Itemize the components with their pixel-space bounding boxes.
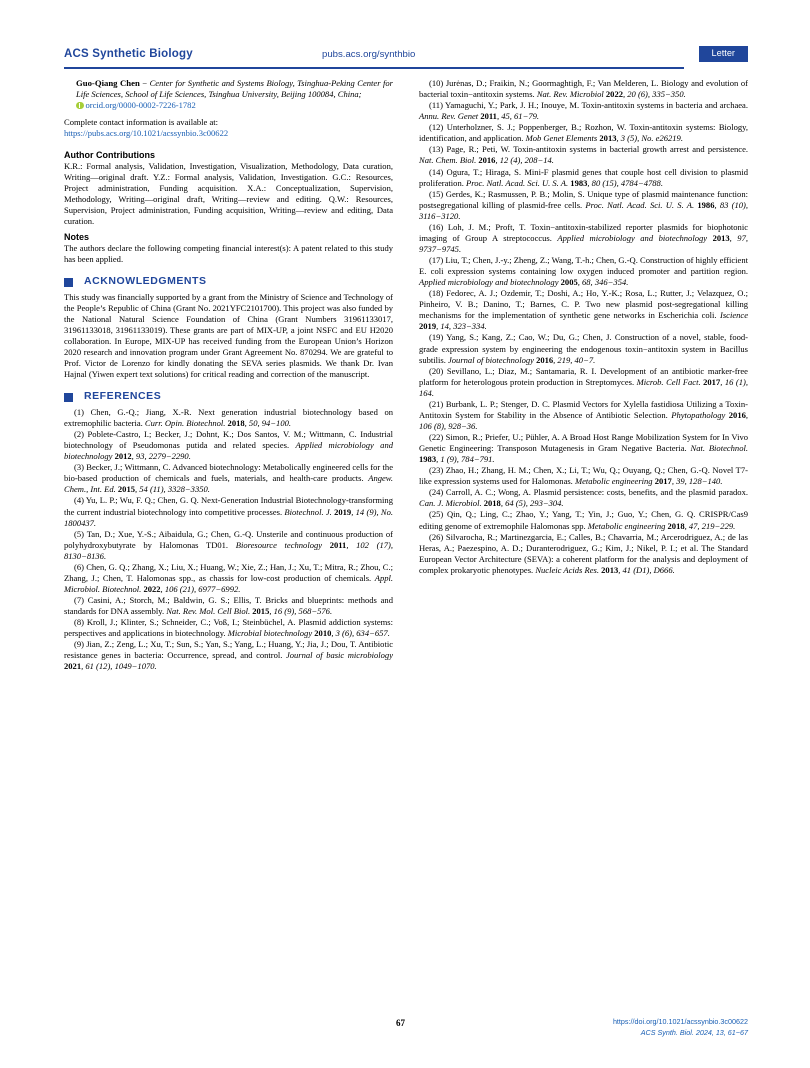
reference-title: Antibiotic resistance genes in bacteria: Occurrence, spread, and control. [64, 639, 393, 661]
reference-authors: Jurėnas, D.; Fraikin, N.; Goormaghtigh, F.; Van Melderen, L. [445, 78, 661, 88]
reference-volume-pages: , 97, 9737−9745. [419, 232, 748, 254]
reference-entry [419, 288, 748, 332]
reference-journal: Phytopathology [671, 409, 729, 420]
reference-entry [419, 399, 748, 432]
reference-year: 2013 [601, 564, 619, 575]
reference-year: 2018 [483, 498, 501, 509]
reference-journal: Applied microbiology and biotechnology [557, 232, 713, 243]
reference-year: 2018 [227, 418, 245, 429]
reference-journal: Iscience [720, 310, 748, 321]
reference-volume-pages: , 80 (15), 4784−4788. [587, 177, 663, 188]
reference-authors: Casini, A.; Storch, M.; Baldwin, G. S.; Ellis, T. [87, 595, 266, 606]
reference-entry [64, 595, 393, 617]
reference-volume-pages: , 14, 323−334. [436, 321, 487, 332]
reference-title: Toxin-antitoxin systems: Biology, identification, and application. [419, 122, 748, 144]
reference-journal: Nat. Chem. Biol. [419, 155, 479, 166]
reference-number: (1) [74, 406, 91, 417]
reference-title: Toxin−antitoxin-stabilized reporter plasmids for biophotonic imaging of Group A streptococcus. [419, 221, 748, 243]
reference-number: (16) [429, 221, 448, 232]
acknowledgments-heading [64, 275, 393, 289]
reference-year: 2012 [114, 451, 132, 462]
reference-title: The Standard European Vector Architecture (SEVA): a coherent platform for the analysis and deployment of complex prokaryotic phenotypes. [419, 542, 749, 575]
reference-entry [64, 407, 393, 429]
reference-title: Development of an antibiotic marker-free platform for heterologous protein production in Streptomyces. [419, 365, 748, 387]
reference-number: (7) [74, 595, 88, 606]
page-footer [64, 1018, 748, 1048]
reference-volume-pages: , 219, 40−7. [553, 354, 596, 365]
notes-text: The authors declare the following competing financial interest(s): A patent related to this study has been applied. [64, 243, 393, 265]
reference-title: Novel T7-like expression systems used for Halomonas. [419, 465, 748, 487]
reference-entry [419, 487, 748, 509]
doi-link[interactable]: https://doi.org/10.1021/acssynbio.3c00622 [612, 1017, 748, 1026]
reference-journal: Proc. Natl. Acad. Sci. U. S. A. [585, 199, 698, 210]
reference-journal: Nucleic Acids Res. [535, 564, 602, 575]
orcid-line[interactable] [64, 100, 393, 111]
reference-year: 2016 [536, 354, 554, 365]
reference-number: (26) [429, 531, 446, 542]
reference-year: 2011 [480, 111, 497, 122]
reference-authors: Page, R.; Peti, W. [446, 144, 514, 155]
reference-authors: Sevillano, L.; Diaz, M.; Santamaria, R. I. [446, 365, 600, 376]
reference-journal: Annu. Rev. Genet [419, 111, 481, 122]
reference-year: 1983 [419, 454, 437, 465]
reference-year: 2017 [703, 376, 721, 387]
reference-number: (5) [74, 528, 87, 539]
reference-number: (13) [429, 144, 447, 155]
reference-volume-pages: , 12 (4), 208−14. [495, 155, 554, 166]
reference-number: (11) [429, 100, 446, 111]
reference-volume-pages: , 68, 346−354. [577, 277, 629, 288]
orcid-icon [76, 102, 84, 110]
reference-year: 2016 [478, 155, 496, 166]
reference-journal: Proc. Natl. Acad. Sci. U. S. A. [466, 177, 571, 188]
reference-number: (4) [74, 495, 86, 506]
reference-year: 2005 [560, 277, 578, 288]
reference-entry [419, 100, 748, 122]
reference-authors: Liu, T.; Chen, J.-y.; Zheng, Z.; Wang, T.-h.; Chen, G.-Q. [445, 255, 641, 265]
reference-year: 2015 [117, 484, 135, 495]
acknowledgments-text: This study was financially supported by a grant from the Ministry of Science and Technology of the People’s Republic of China (Grant No. 2021YFC2101700). This project was also funded by the National Natural Science Foundation of China (Grant Numbers 31961133017, 31961133018, 31961133019). These grants are part of MIX-UP, a joint NSFC and EU H2020 collaboration. In Europe, MIX-UP has received funding from the European Union’s Horizon 2020 research and innovation program under Grant Agreement No. 870294. We are grateful to Prof. Victor de Lorenzo for kindly donating the SEVA series plasmids. We thank Dr. Ivan Hajnal (Yiwen expert text solutions) for critical reading and correction of the manuscript. [64, 291, 393, 380]
section-marker-icon [64, 278, 73, 287]
reference-journal: Bioresource technology [235, 539, 330, 550]
reference-year: 2018 [667, 520, 685, 531]
reference-entry [419, 332, 748, 365]
reference-year: 2016 [728, 409, 746, 420]
reference-journal: Appl. Microbiol. Biotechnol. [64, 572, 394, 594]
journal-url[interactable]: pubs.acs.org/synthbio [322, 49, 416, 60]
reference-entry [64, 639, 393, 672]
reference-volume-pages: , 20 (6), 335−350. [622, 89, 686, 100]
reference-title: Toxin-antitoxin systems in bacteria and archaea. [581, 100, 748, 111]
reference-authors: Becker, J.; Wittmann, C. [86, 462, 173, 473]
header-rule [64, 67, 684, 69]
reference-authors: Simon, R.; Priefer, U.; Pühler, A. [445, 432, 562, 442]
reference-year: 2022 [143, 583, 161, 594]
reference-number: (2) [74, 429, 88, 440]
reference-entry [419, 255, 748, 288]
reference-title: Construction of a novel, stable, food-grade expression system by engineering the endogenous toxin−antitoxin system in Bacillus subtilis. [419, 332, 748, 365]
reference-year: 1983 [570, 177, 588, 188]
reference-authors: Qin, Q.; Ling, C.; Zhao, Y.; Yang, T.; Yin, J.; Guo, Y.; Chen, G. Q. [446, 509, 700, 520]
reference-number: (14) [429, 166, 447, 177]
reference-entry [419, 167, 748, 189]
reference-number: (10) [429, 78, 446, 88]
reference-volume-pages: , 106 (8), 928−36. [419, 409, 748, 431]
reference-list-right [419, 78, 748, 576]
reference-number: (17) [429, 255, 446, 265]
reference-authors: Ogura, T.; Hiraga, S. [446, 166, 525, 177]
author-dash: − [139, 78, 150, 88]
reference-year: 1986 [697, 199, 715, 210]
page-number: 67 [396, 1018, 405, 1028]
reference-year: 2015 [252, 606, 270, 617]
reference-entry [419, 532, 748, 576]
reference-year: 2013 [599, 133, 617, 144]
reference-journal: Metabolic engineering [587, 520, 668, 531]
reference-volume-pages: , 50, 94−100. [244, 418, 292, 429]
reference-title: Construction of highly efficient E. coli expression systems containing low oxygen induced promoter and partition region. [419, 255, 748, 277]
reference-title: Two new plasmid post-segregational killing mechanisms for the implementation of synthetic gene networks in Escherichia coli. [419, 299, 748, 321]
reference-title: Halomonas spp., as chassis for low-cost production of chemicals. [136, 572, 375, 583]
reference-journal: Can. J. Microbiol. [419, 498, 484, 509]
reference-title: CRISPR/Cas9 editing genome of extremophile Halomonas spp. [419, 509, 748, 531]
author-contributions-heading: Author Contributions [64, 149, 155, 160]
author-affiliation: Center for Synthetic and Systems Biology, Tsinghua-Peking Center for Life Sciences, School of Life Sciences, Tsinghua University, Beijing 100084, China; [76, 78, 393, 100]
issue-citation: ACS Synth. Biol. 2024, 13, 61−67 [640, 1027, 748, 1037]
reference-entry [419, 144, 748, 166]
reference-year: 2021 [64, 661, 82, 672]
reference-authors: Silvarocha, R.; Martinezgarcia, E.; Calles, B.; Chavarria, M.; Arcerodriguez, A.; de las Heras, A.; Paezespino, A. D.; Duranterodriguez, G.; Kim, J.; Nikel, P. I.; et al. [419, 531, 748, 553]
reference-volume-pages: , 47, 219−229. [684, 520, 736, 531]
reference-authors: Poblete-Castro, I.; Becker, J.; Dohnt, K.; Dos Santos, V. M.; Wittmann, C. [87, 429, 361, 440]
author-contributions-text: K.R.: Formal analysis, Validation, Investigation, Visualization, Methodology, Data curation, Writing—original draft. Y.Z.: Formal analysis, Validation, Investigation. G.C.: Resources, Project administration, Funding acquisition. X.A.: Conceptualization, Supervision, Methodology, Writing—original draft, Writing—review and editing. Q.W.: Resources, Supervision, Project administration, Funding acquisition, Writing—review and editing, Data curation. [64, 161, 393, 227]
reference-number: (19) [429, 332, 447, 343]
reference-journal: Applied microbiology and biotechnology [64, 440, 393, 462]
reference-number: (24) [429, 487, 446, 498]
running-head [64, 48, 748, 70]
spacer [64, 140, 393, 146]
reference-volume-pages: , 41 (D1), D666. [618, 564, 675, 575]
reference-volume-pages: , 45, 61−79. [496, 111, 540, 122]
reference-title: A Broad Host Range Mobilization System for In Vivo Genetic Engineering: Transposon Mutagenesis in Gram Negative Bacteria. [419, 432, 748, 454]
reference-entry [419, 189, 748, 222]
reference-title: Next-Generation Industrial Biotechnology-transforming the current industrial biotechnology into competitive processes. [64, 495, 393, 517]
reference-number: (8) [74, 617, 87, 628]
reference-entry [64, 495, 393, 528]
reference-entry [64, 562, 393, 595]
reference-journal: Journal of biotechnology [447, 354, 537, 365]
complete-contact-label: Complete contact information is available at: [64, 117, 219, 128]
reference-title: Toxin-antitoxin systems in bacterial growth arrest and persistence. [513, 144, 748, 155]
reference-journal: Microb. Cell Fact. [636, 376, 704, 387]
reference-volume-pages: , 39, 128−140. [671, 476, 723, 487]
reference-authors: Yang, S.; Kang, Z.; Cao, W.; Du, G.; Chen, J. [446, 332, 615, 343]
reference-volume-pages: , 16 (1), 164. [419, 376, 749, 398]
reference-title: Industrial biotechnology of Pseudomonas putida and related species. [64, 429, 393, 451]
reference-title: Unsterile and continuous production of polyhydroxybutyrate by Halomonas TD01. [64, 528, 393, 550]
reference-title: Plasmid Vectors for Xylella fastidiosa Utilizing a Toxin-Antitoxin System for Stability in the Absence of Antibiotic Selection. [419, 398, 748, 420]
reference-title: Plasmid addiction systems: perspectives and applications in biotechnology. [64, 617, 393, 639]
reference-authors: Unterholzner, S. J.; Poppenberger, B.; Rozhon, W. [446, 122, 630, 133]
reference-year: 2010 [314, 628, 332, 639]
reference-volume-pages: , 102 (17), 8130−8136. [64, 539, 393, 561]
reference-entry [419, 465, 748, 487]
right-column [419, 78, 748, 576]
reference-number: (20) [429, 365, 447, 376]
complete-contact-link[interactable]: https://pubs.acs.org/10.1021/acssynbio.3c00622 [64, 128, 229, 139]
reference-journal: Metabolic engineering [574, 476, 655, 487]
reference-number: (21) [429, 398, 446, 409]
reference-authors: Kroll, J.; Klinter, S.; Schneider, C.; Voß, I.; Steinbüchel, A. [86, 617, 299, 628]
reference-year: 2019 [419, 321, 437, 332]
reference-entry [64, 529, 393, 562]
reference-title: Unique type of plasmid maintenance function: postsegregational killing of plasmid-free cells. [419, 188, 748, 210]
reference-title: Mini-F plasmid genes that couple host cell division to plasmid proliferation. [419, 166, 748, 188]
reference-volume-pages: , 3 (6), 634−657. [331, 628, 390, 639]
reference-authors: Jian, Z.; Zeng, L.; Xu, T.; Sun, S.; Yan, S.; Yang, L.; Huang, Y.; Jia, J.; Dou, T. [86, 639, 359, 650]
reference-journal: Nat. Rev. Microbiol [536, 89, 606, 100]
reference-entry [419, 222, 748, 255]
reference-authors: Yamaguchi, Y.; Park, J. H.; Inouye, M. [445, 100, 582, 111]
doi-block [613, 1017, 748, 1039]
reference-volume-pages: , 54 (11), 3328−3350. [134, 484, 210, 495]
reference-entry [419, 366, 748, 399]
reference-authors: Fedorec, A. J.; Ozdemir, T.; Doshi, A.; Ho, Y.-K.; Rosa, L.; Rutter, J.; Velazquez, O.; Pinheiro, V. B.; Danino, T.; Barnes, C. P. [419, 288, 748, 310]
reference-entry [419, 78, 748, 100]
reference-journal: Curr. Opin. Biotechnol. [144, 418, 228, 429]
reference-year: 2017 [654, 476, 672, 487]
reference-authors: Carroll, A. C.; Wong, A. [445, 487, 534, 498]
author-name: Guo-Qiang Chen [76, 78, 140, 88]
reference-authors: Loh, J. M.; Proft, T. [447, 221, 531, 232]
reference-volume-pages: , 93, 2279−2290. [131, 451, 191, 462]
reference-title: Advanced biotechnology: Metabolically engineered cells for the bio-based production of chemicals and fuels, materials, and health-care products. [64, 462, 393, 484]
reference-number: (23) [429, 465, 446, 476]
reference-year: 2019 [334, 506, 352, 517]
reference-journal: Applied microbiology and biotechnology [419, 277, 561, 288]
reference-volume-pages: , 64 (5), 293−304. [500, 498, 564, 509]
references-heading-label: REFERENCES [84, 390, 162, 403]
reference-journal: Journal of basic microbiology [285, 650, 393, 661]
reference-volume-pages: , 14 (9), No. 1800437. [64, 506, 393, 528]
reference-authors: Gerdes, K.; Rasmussen, P. B.; Molin, S. [445, 188, 588, 199]
reference-number: (25) [429, 509, 447, 520]
reference-journal: Biotechnol. J. [284, 506, 335, 517]
reference-number: (22) [429, 432, 446, 442]
reference-authors: Chen, G. Q.; Zhang, X.; Liu, X.; Huang, W.; Xie, Z.; Han, J.; Xu, T.; Mitra, R.; Zhou, C.; Zhang, J.; Chen, T. [64, 561, 393, 583]
reference-title: Biology and evolution of bacterial toxin−antitoxin systems. [419, 78, 748, 100]
reference-number: (6) [74, 561, 87, 572]
reference-number: (18) [429, 288, 447, 299]
reference-journal: Nat. Biotechnol. [690, 443, 748, 454]
article-type-badge: Letter [699, 46, 749, 62]
reference-number: (9) [74, 639, 87, 650]
reference-year: 2011 [329, 539, 347, 550]
reference-entry [419, 122, 748, 144]
reference-volume-pages: , 16 (9), 568−576. [269, 606, 333, 617]
reference-entry [64, 429, 393, 462]
reference-authors: Chen, G.-Q.; Jiang, X.-R. [90, 406, 199, 417]
reference-journal: Microbial biotechnology [227, 628, 315, 639]
reference-authors: Tan, D.; Xue, Y.-S.; Aibaidula, G.; Chen, G.-Q. [86, 528, 257, 539]
corresponding-author [64, 78, 393, 100]
reference-title: Bricks and blueprints: methods and standards for DNA assembly. [64, 595, 393, 617]
reference-volume-pages: , 83 (10), 3116−3120. [419, 199, 748, 221]
reference-authors: Burbank, L. P.; Stenger, D. C. [445, 398, 553, 409]
reference-year: 2013 [712, 232, 730, 243]
reference-authors: Zhao, H.; Zhang, H. M.; Chen, X.; Li, T.; Wu, Q.; Ouyang, Q.; Chen, G.-Q. [445, 465, 713, 476]
reference-entry [64, 617, 393, 639]
orcid-link[interactable]: orcid.org/0000-0002-7226-1782 [85, 100, 196, 111]
reference-volume-pages: , 106 (21), 6977−6992. [160, 583, 241, 594]
reference-volume-pages: , 1 (9), 784−791. [436, 454, 495, 465]
journal-title: ACS Synthetic Biology [64, 48, 193, 60]
reference-number: (15) [429, 188, 446, 199]
reference-list-left [64, 407, 393, 673]
notes-heading: Notes [64, 231, 90, 242]
reference-journal: Angew. Chem., Int. Ed. [64, 473, 393, 495]
left-column [64, 78, 393, 672]
reference-entry [419, 509, 748, 531]
reference-authors: Yu, L. P.; Wu, F. Q.; Chen, G. Q. [85, 495, 201, 506]
reference-entry [64, 462, 393, 495]
reference-journal: Mob Genet Elements [525, 133, 600, 144]
references-heading [64, 390, 393, 404]
reference-volume-pages: , 61 (12), 1049−1070. [81, 661, 157, 672]
reference-volume-pages: , 3 (5), No. e26219. [616, 133, 683, 144]
reference-title: Plasmid persistence: costs, benefits, and the plasmid paradox. [533, 487, 748, 498]
reference-year: 2022 [605, 89, 623, 100]
section-marker-icon [64, 393, 73, 402]
reference-number: (3) [74, 462, 87, 473]
reference-title: Next generation industrial biotechnology based on extremophilic bacteria. [64, 406, 393, 429]
reference-journal: Nat. Rev. Mol. Cell Biol. [166, 606, 253, 617]
reference-entry [419, 432, 748, 465]
acknowledgments-heading-label: ACKNOWLEDGMENTS [84, 275, 207, 288]
reference-number: (12) [429, 122, 447, 133]
